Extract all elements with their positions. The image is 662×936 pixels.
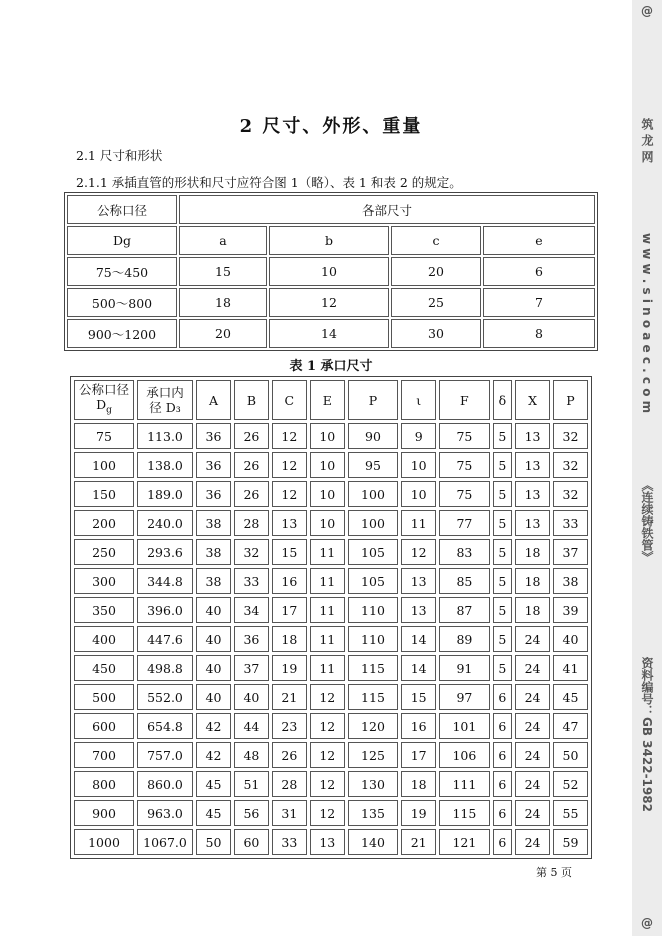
- cell: 45: [196, 771, 231, 797]
- table-row: [74, 742, 588, 768]
- cell: 40: [234, 684, 269, 710]
- document-id: 资料编号：GB 3422-1982: [640, 656, 654, 812]
- socket-dimension-table: [70, 376, 592, 859]
- cell: 12: [401, 539, 436, 565]
- cell: 1000: [74, 829, 134, 855]
- cell: 18: [179, 288, 267, 317]
- cell: 18: [515, 539, 550, 565]
- cell: 12: [310, 742, 345, 768]
- cell: 89: [439, 626, 489, 652]
- site-url: w w w . s i n o a e c . c o m: [640, 232, 654, 414]
- cell: 5: [493, 510, 512, 536]
- column-header: E: [310, 380, 345, 420]
- cell: 36: [196, 423, 231, 449]
- cell: 42: [196, 713, 231, 739]
- cell: 125: [348, 742, 398, 768]
- cell: 6: [483, 257, 595, 286]
- table-row: [74, 568, 588, 594]
- column-header: X: [515, 380, 550, 420]
- cell: 34: [234, 597, 269, 623]
- subheader-e: e: [483, 226, 595, 255]
- cell: 16: [272, 568, 307, 594]
- cell: 15: [272, 539, 307, 565]
- table-row: [74, 481, 588, 507]
- cell: 33: [553, 510, 588, 536]
- cell: 13: [515, 452, 550, 478]
- cell: 20: [179, 319, 267, 348]
- cell: 24: [515, 626, 550, 652]
- cell: 51: [234, 771, 269, 797]
- table-row: [67, 288, 595, 317]
- cell: 140: [348, 829, 398, 855]
- cell: 552.0: [137, 684, 193, 710]
- cell: 45: [553, 684, 588, 710]
- cell: 12: [272, 481, 307, 507]
- cell: 60: [234, 829, 269, 855]
- cell: 10: [401, 481, 436, 507]
- column-header: δ: [493, 380, 512, 420]
- cell: 105: [348, 539, 398, 565]
- cell: 12: [310, 684, 345, 710]
- cell: 12: [272, 452, 307, 478]
- subheader-dg: Dg: [67, 226, 177, 255]
- cell: 138.0: [137, 452, 193, 478]
- cell: 12: [310, 800, 345, 826]
- cell: 600: [74, 713, 134, 739]
- cell: 36: [196, 452, 231, 478]
- cell: 13: [515, 510, 550, 536]
- cell: 17: [272, 597, 307, 623]
- cell: 19: [272, 655, 307, 681]
- cell: 40: [196, 655, 231, 681]
- cell: 5: [493, 626, 512, 652]
- dimension-table: [64, 192, 598, 351]
- cell: 6: [493, 713, 512, 739]
- cell: 18: [515, 568, 550, 594]
- cell: 85: [439, 568, 489, 594]
- cell: 24: [515, 829, 550, 855]
- cell: 13: [515, 481, 550, 507]
- at-symbol-top: @: [641, 4, 653, 18]
- cell: 6: [493, 800, 512, 826]
- cell: 12: [310, 771, 345, 797]
- table-row: [74, 423, 588, 449]
- cell: 24: [515, 655, 550, 681]
- cell: 32: [553, 423, 588, 449]
- cell: 150: [74, 481, 134, 507]
- cell: 37: [234, 655, 269, 681]
- cell: 83: [439, 539, 489, 565]
- cell: 105: [348, 568, 398, 594]
- cell: 11: [310, 626, 345, 652]
- cell: 45: [196, 800, 231, 826]
- table-row: [74, 829, 588, 855]
- cell: 18: [401, 771, 436, 797]
- cell: 200: [74, 510, 134, 536]
- column-header: P: [348, 380, 398, 420]
- cell: 8: [483, 319, 595, 348]
- cell: 44: [234, 713, 269, 739]
- cell: 14: [269, 319, 389, 348]
- cell: 17: [401, 742, 436, 768]
- cell: 23: [272, 713, 307, 739]
- cell: 40: [553, 626, 588, 652]
- cell: 654.8: [137, 713, 193, 739]
- cell: 75～450: [67, 257, 177, 286]
- cell: 447.6: [137, 626, 193, 652]
- table-row: [67, 257, 595, 286]
- cell: 5: [493, 481, 512, 507]
- header-nominal: 公称口径: [67, 195, 177, 224]
- cell: 130: [348, 771, 398, 797]
- chapter-heading: 2 尺寸、外形、重量: [239, 116, 423, 137]
- table-row: [74, 771, 588, 797]
- cell: 111: [439, 771, 489, 797]
- cell: 115: [348, 684, 398, 710]
- cell: 91: [439, 655, 489, 681]
- cell: 14: [401, 626, 436, 652]
- cell: 28: [272, 771, 307, 797]
- cell: 36: [196, 481, 231, 507]
- site-name: 筑 龙 网: [640, 117, 654, 163]
- header-inner-diameter: 承口内 径 D₃: [137, 380, 193, 420]
- cell: 75: [439, 452, 489, 478]
- table-row: [74, 655, 588, 681]
- cell: 28: [234, 510, 269, 536]
- cell: 189.0: [137, 481, 193, 507]
- column-header: C: [272, 380, 307, 420]
- cell: 800: [74, 771, 134, 797]
- cell: 100: [348, 481, 398, 507]
- cell: 293.6: [137, 539, 193, 565]
- cell: 115: [439, 800, 489, 826]
- cell: 110: [348, 626, 398, 652]
- table-row: [74, 539, 588, 565]
- cell: 500: [74, 684, 134, 710]
- table-row: [74, 713, 588, 739]
- cell: 52: [553, 771, 588, 797]
- table-row: [74, 684, 588, 710]
- cell: 40: [196, 626, 231, 652]
- cell: 100: [74, 452, 134, 478]
- cell: 42: [196, 742, 231, 768]
- cell: 11: [310, 539, 345, 565]
- cell: 31: [272, 800, 307, 826]
- cell: 450: [74, 655, 134, 681]
- cell: 11: [310, 655, 345, 681]
- cell: 47: [553, 713, 588, 739]
- column-header: A: [196, 380, 231, 420]
- cell: 16: [401, 713, 436, 739]
- cell: 32: [553, 481, 588, 507]
- cell: 6: [493, 829, 512, 855]
- cell: 6: [493, 771, 512, 797]
- cell: 38: [196, 510, 231, 536]
- header-nominal: 公称口径 $D_g$: [74, 380, 134, 420]
- clause-text: 2.1.1 承插直管的形状和尺寸应符合图 1（略）、表 1 和表 2 的规定。: [76, 175, 462, 190]
- cell: 97: [439, 684, 489, 710]
- cell: 5: [493, 539, 512, 565]
- cell: 18: [515, 597, 550, 623]
- table-row: [74, 626, 588, 652]
- table-row: [74, 597, 588, 623]
- cell: 75: [439, 481, 489, 507]
- cell: 10: [310, 452, 345, 478]
- cell: 13: [401, 597, 436, 623]
- header-parts: 各部尺寸: [179, 195, 595, 224]
- cell: 15: [179, 257, 267, 286]
- table-row: [74, 510, 588, 536]
- subheader-c: c: [391, 226, 481, 255]
- subheader-b: b: [269, 226, 389, 255]
- cell: 113.0: [137, 423, 193, 449]
- cell: 860.0: [137, 771, 193, 797]
- cell: 26: [234, 423, 269, 449]
- cell: 77: [439, 510, 489, 536]
- cell: 50: [553, 742, 588, 768]
- cell: 100: [348, 510, 398, 536]
- cell: 500～800: [67, 288, 177, 317]
- page-number: 第 5 页: [536, 866, 572, 879]
- cell: 350: [74, 597, 134, 623]
- cell: 10: [310, 510, 345, 536]
- cell: 250: [74, 539, 134, 565]
- cell: 13: [515, 423, 550, 449]
- cell: 900～1200: [67, 319, 177, 348]
- cell: 20: [391, 257, 481, 286]
- cell: 25: [391, 288, 481, 317]
- cell: 300: [74, 568, 134, 594]
- cell: 11: [310, 568, 345, 594]
- cell: 33: [234, 568, 269, 594]
- cell: 106: [439, 742, 489, 768]
- cell: 963.0: [137, 800, 193, 826]
- cell: 37: [553, 539, 588, 565]
- cell: 10: [401, 452, 436, 478]
- watermark-sidebar: [632, 0, 662, 936]
- cell: 24: [515, 800, 550, 826]
- cell: 12: [310, 713, 345, 739]
- column-header: B: [234, 380, 269, 420]
- cell: 26: [272, 742, 307, 768]
- cell: 6: [493, 684, 512, 710]
- cell: 38: [196, 539, 231, 565]
- cell: 135: [348, 800, 398, 826]
- cell: 48: [234, 742, 269, 768]
- cell: 19: [401, 800, 436, 826]
- cell: 40: [196, 684, 231, 710]
- cell: 9: [401, 423, 436, 449]
- column-header: ι: [401, 380, 436, 420]
- cell: 95: [348, 452, 398, 478]
- cell: 18: [272, 626, 307, 652]
- cell: 75: [439, 423, 489, 449]
- cell: 14: [401, 655, 436, 681]
- cell: 101: [439, 713, 489, 739]
- cell: 10: [310, 481, 345, 507]
- cell: 24: [515, 713, 550, 739]
- cell: 36: [234, 626, 269, 652]
- cell: 115: [348, 655, 398, 681]
- cell: 24: [515, 742, 550, 768]
- cell: 240.0: [137, 510, 193, 536]
- cell: 400: [74, 626, 134, 652]
- cell: 11: [401, 510, 436, 536]
- book-title: 《连续铸铁管》: [640, 479, 654, 563]
- cell: 10: [310, 423, 345, 449]
- cell: 13: [310, 829, 345, 855]
- cell: 39: [553, 597, 588, 623]
- cell: 59: [553, 829, 588, 855]
- cell: 56: [234, 800, 269, 826]
- table-row: [67, 319, 595, 348]
- cell: 1067.0: [137, 829, 193, 855]
- cell: 75: [74, 423, 134, 449]
- cell: 5: [493, 597, 512, 623]
- section-heading: 2.1 尺寸和形状: [76, 148, 163, 163]
- cell: 10: [269, 257, 389, 286]
- cell: 5: [493, 452, 512, 478]
- cell: 757.0: [137, 742, 193, 768]
- cell: 12: [269, 288, 389, 317]
- column-header: F: [439, 380, 489, 420]
- cell: 498.8: [137, 655, 193, 681]
- cell: 38: [196, 568, 231, 594]
- cell: 40: [196, 597, 231, 623]
- cell: 700: [74, 742, 134, 768]
- table-row: [74, 452, 588, 478]
- table-row: [74, 800, 588, 826]
- column-header: P: [553, 380, 588, 420]
- cell: 5: [493, 568, 512, 594]
- subheader-a: a: [179, 226, 267, 255]
- cell: 32: [553, 452, 588, 478]
- cell: 26: [234, 452, 269, 478]
- cell: 21: [272, 684, 307, 710]
- cell: 41: [553, 655, 588, 681]
- cell: 30: [391, 319, 481, 348]
- cell: 15: [401, 684, 436, 710]
- cell: 32: [234, 539, 269, 565]
- cell: 344.8: [137, 568, 193, 594]
- cell: 55: [553, 800, 588, 826]
- cell: 33: [272, 829, 307, 855]
- cell: 13: [272, 510, 307, 536]
- cell: 110: [348, 597, 398, 623]
- cell: 87: [439, 597, 489, 623]
- cell: 24: [515, 684, 550, 710]
- cell: 121: [439, 829, 489, 855]
- cell: 396.0: [137, 597, 193, 623]
- table-caption: 表 1 承口尺寸: [289, 359, 373, 374]
- cell: 6: [493, 742, 512, 768]
- cell: 38: [553, 568, 588, 594]
- cell: 26: [234, 481, 269, 507]
- cell: 50: [196, 829, 231, 855]
- cell: 11: [310, 597, 345, 623]
- cell: 24: [515, 771, 550, 797]
- cell: 5: [493, 655, 512, 681]
- cell: 5: [493, 423, 512, 449]
- cell: 120: [348, 713, 398, 739]
- cell: 900: [74, 800, 134, 826]
- cell: 12: [272, 423, 307, 449]
- cell: 13: [401, 568, 436, 594]
- cell: 7: [483, 288, 595, 317]
- cell: 90: [348, 423, 398, 449]
- at-symbol-bottom: @: [641, 916, 653, 930]
- cell: 21: [401, 829, 436, 855]
